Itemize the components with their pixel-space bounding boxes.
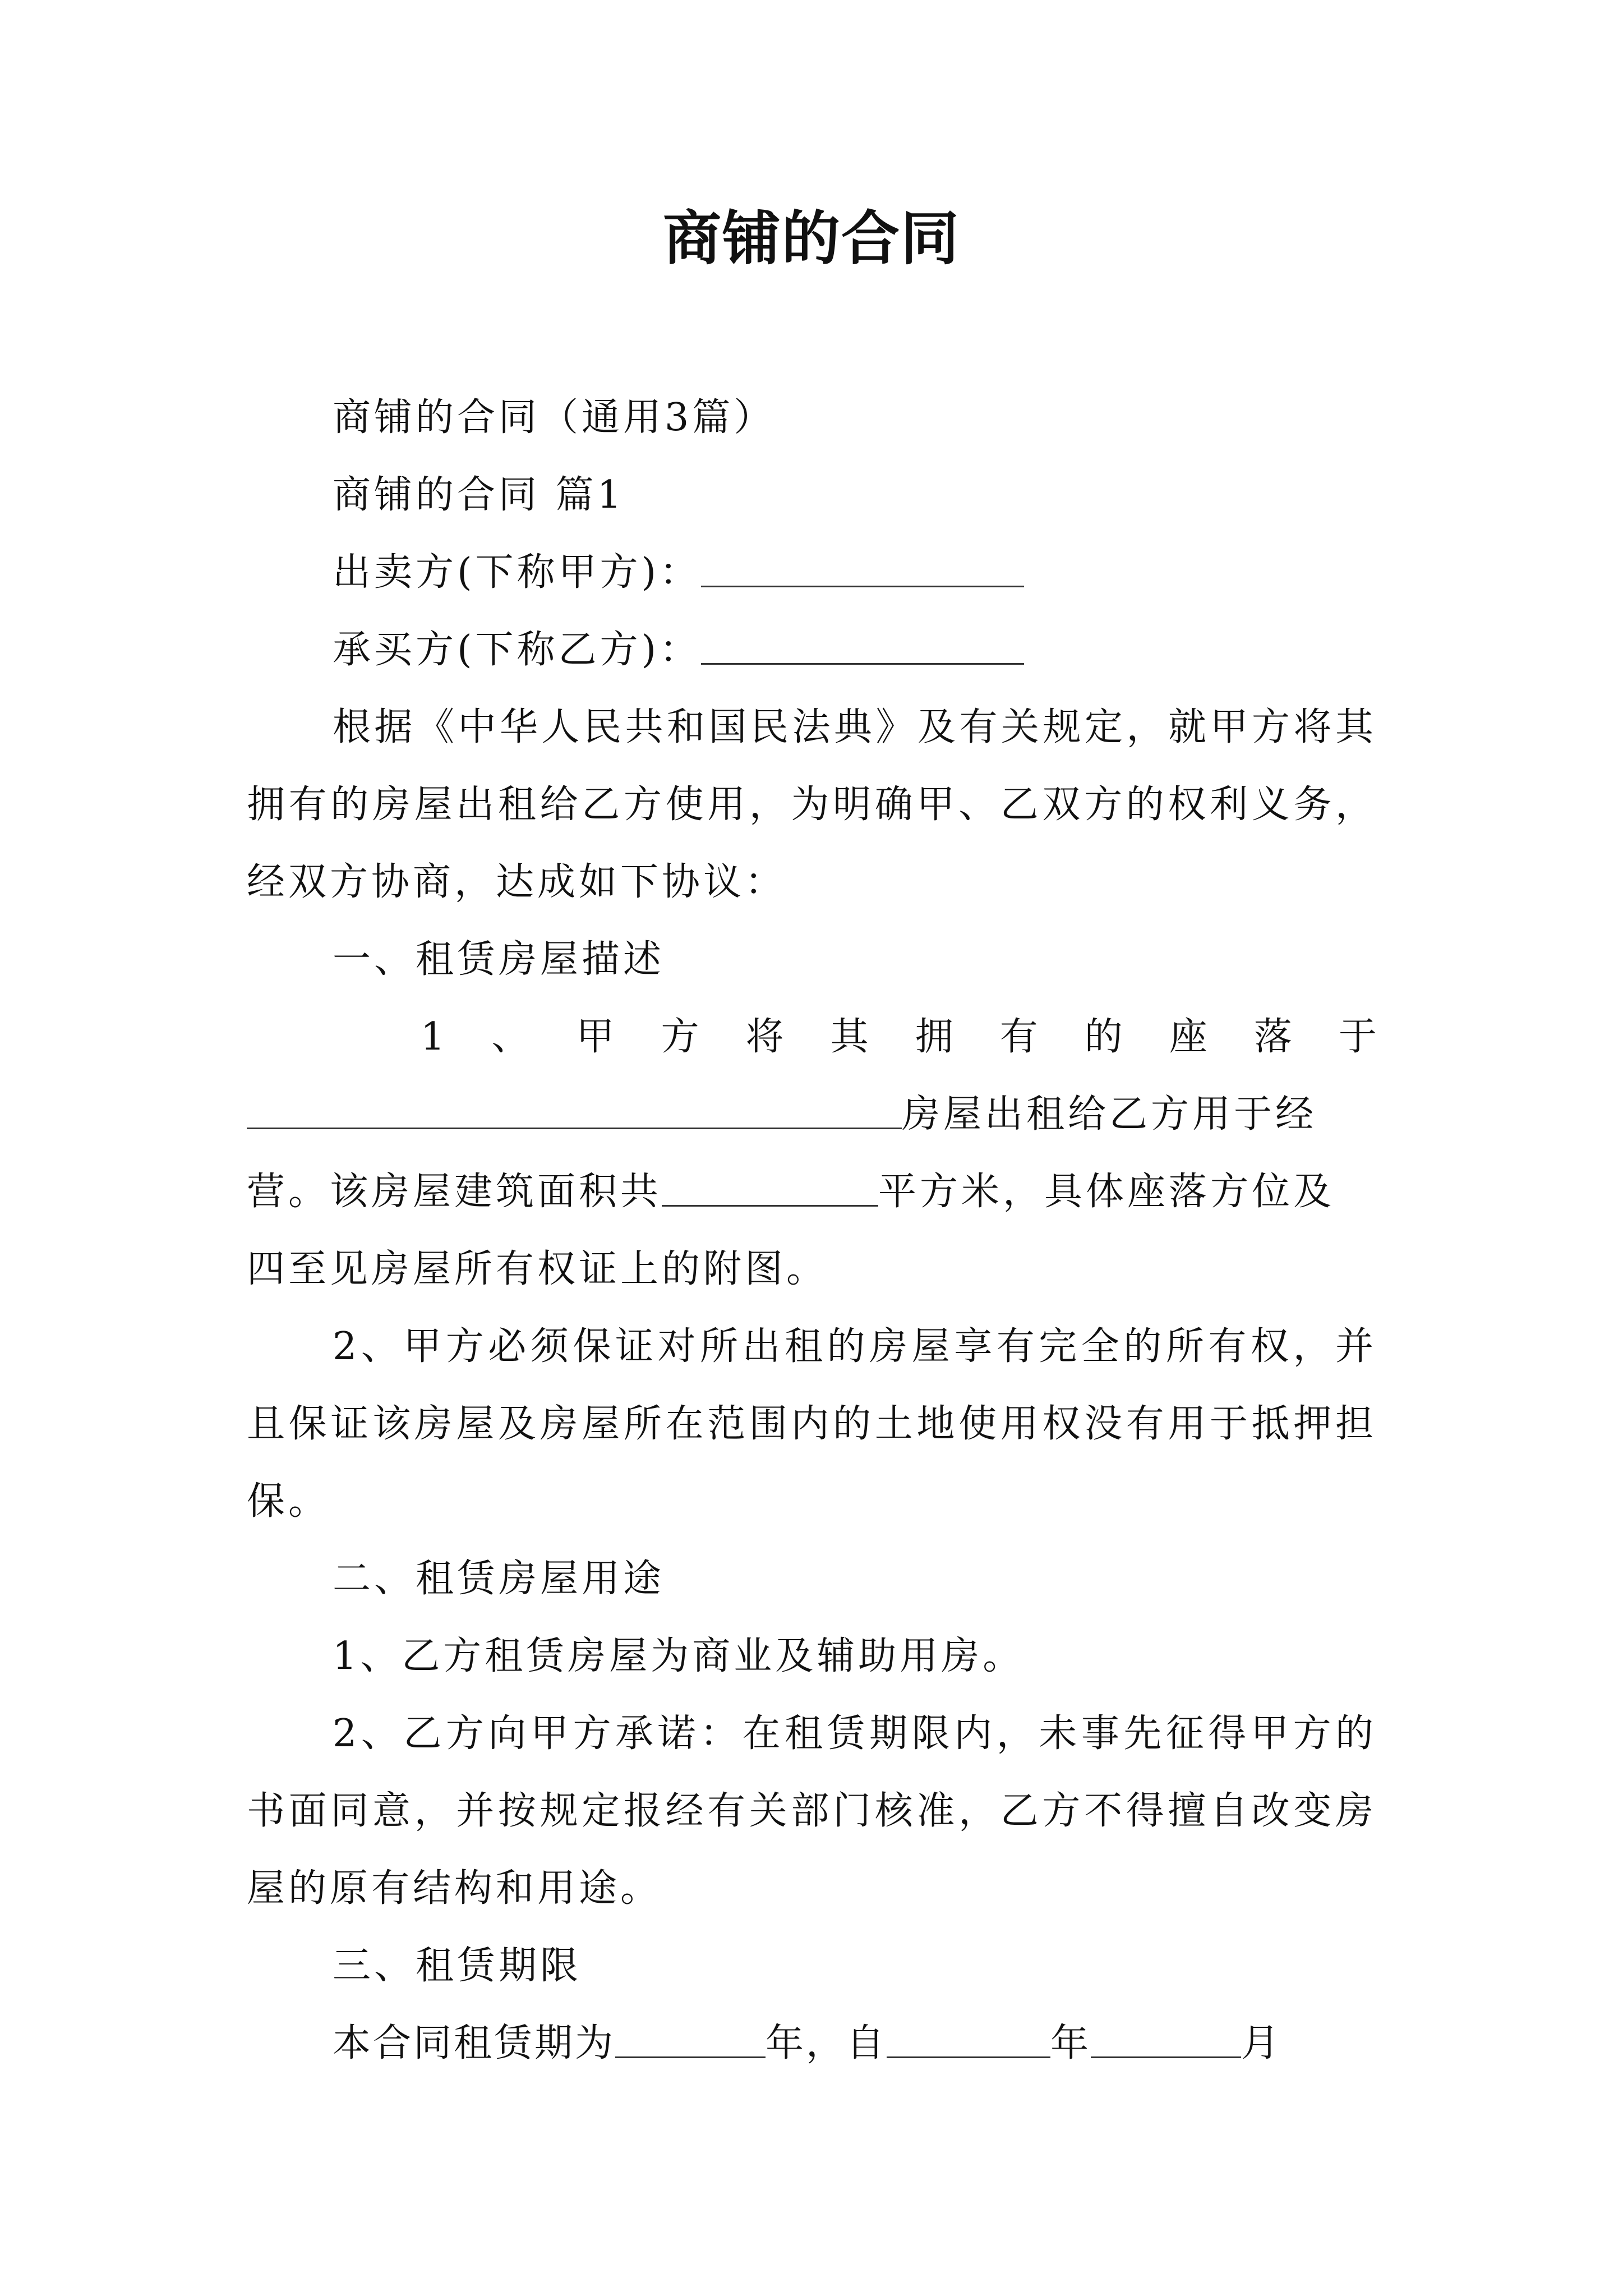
clause-char: 拥 — [915, 1015, 953, 1059]
clause-char: 甲 — [576, 1015, 615, 1059]
seller-label: 出卖方(下称甲方)： — [333, 550, 702, 595]
clause-3-b: 年，自 — [766, 2021, 887, 2065]
clause-char: 有 — [999, 1015, 1038, 1059]
clause-2-1: 1、乙方租赁房屋为商业及辅助用房。 — [333, 1634, 1025, 1678]
clause-char: 其 — [830, 1015, 869, 1059]
clause-1-1-line3 — [247, 1153, 1377, 1231]
clause-1-1-line2-text: 房屋出租给乙方用于经 — [902, 1092, 1317, 1137]
clause-char: 座 — [1169, 1015, 1207, 1059]
heading-2: 二、租赁房屋用途 — [333, 1557, 665, 1601]
heading-3: 三、租赁期限 — [333, 1944, 582, 1988]
intro-paragraph: 根据《中华人民共和国民法典》及有关规定，就甲方将其拥有的房屋出租给乙方使用，为明确甲、乙双方的权利义务，经双方协商，达成如下协议： — [247, 705, 1377, 904]
buyer-blank — [701, 629, 1024, 665]
section-heading: 商铺的合同 篇1 — [333, 473, 625, 517]
document-body — [247, 379, 1377, 2082]
clause-2-2: 2、乙方向甲方承诺：在租赁期限内，未事先征得甲方的书面同意，并按规定报经有关部门核准，乙方不得擅自改变房屋的原有结构和用途。 — [247, 1711, 1377, 1911]
document-subtitle: 商铺的合同（通用3篇） — [333, 395, 776, 440]
seller-line — [247, 534, 1377, 611]
clause-3-d: 月 — [1241, 2021, 1282, 2065]
clause-3-a: 本合同租赁期为 — [333, 2021, 616, 2065]
clause-char: 、 — [491, 1015, 530, 1059]
clause-1-1-line4: 四至见房屋所有权证上的附图。 — [247, 1247, 828, 1291]
start-year-blank — [887, 2023, 1050, 2058]
clause-1-1-line3a: 营。该房屋建筑面积共 — [247, 1170, 662, 1214]
clause-char: 1 — [421, 1015, 445, 1059]
buyer-label: 承买方(下称乙方)： — [333, 628, 702, 672]
clause-1-1-line3b: 平方米，具体座落方位及 — [878, 1170, 1335, 1214]
clause-3-c: 年 — [1050, 2021, 1091, 2065]
page-title: 商铺的合同 — [662, 204, 960, 273]
clause-char: 将 — [745, 1015, 784, 1059]
clause-1-1-line1 — [247, 999, 1377, 1076]
clause-1-2: 2、甲方必须保证对所出租的房屋享有完全的所有权，并且保证该房屋及房屋所在范围内的土地使用权没有用于抵押担保。 — [247, 1324, 1377, 1524]
area-blank — [662, 1171, 878, 1207]
clause-1-1-line2 — [247, 1076, 1377, 1153]
start-month-blank — [1091, 2023, 1241, 2058]
heading-1: 一、租赁房屋描述 — [333, 937, 665, 982]
clause-char: 的 — [1084, 1015, 1123, 1059]
clause-char: 方 — [661, 1015, 699, 1059]
clause-char: 于 — [1338, 1015, 1377, 1059]
seller-blank — [701, 552, 1024, 587]
address-blank — [247, 1094, 902, 1129]
clause-char: 落 — [1253, 1015, 1292, 1059]
term-years-blank — [615, 2023, 766, 2058]
clause-3-line1 — [247, 2005, 1377, 2082]
buyer-line — [247, 611, 1377, 689]
